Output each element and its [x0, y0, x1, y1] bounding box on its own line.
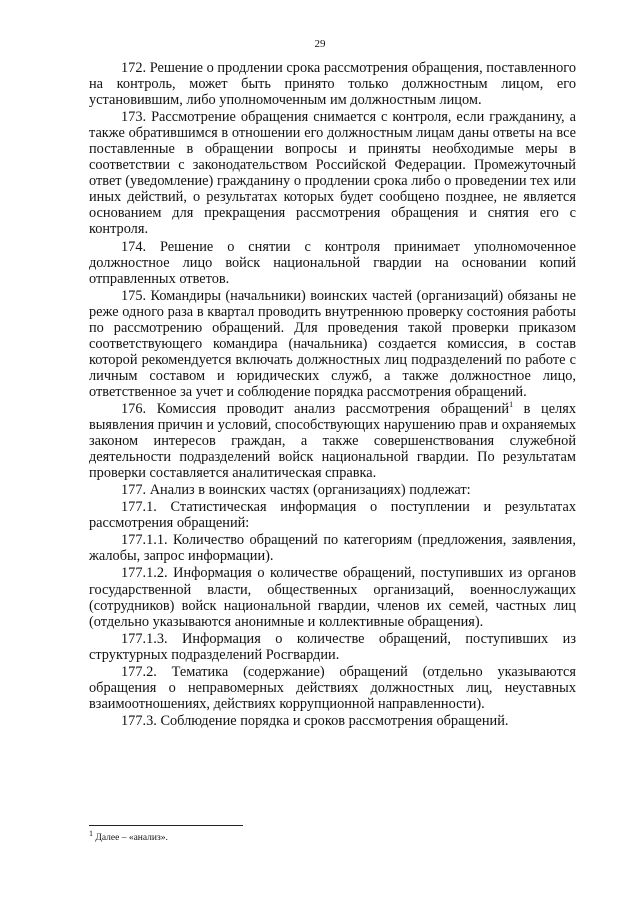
paragraph-174: 174. Решение о снятии с контроля принимает уполномоченное должностное лицо войск национальной гвардии на основании копий отправленных ответов.	[89, 238, 576, 287]
paragraph-173: 173. Рассмотрение обращения снимается с контроля, если гражданину, а также обратившимся в отношении его должностным лицам даны ответы на все поставленные в обращении вопросы и приняты необходимые меры в соответствии с законодательством Российской Федерации. Промежуточный ответ (уведомление) гражданину о продлении срока либо о проведении тех или иных действий, о результатах которых будет сообщено позднее, не является основанием для прекращения рассмотрения обращения и снятия его с контроля.	[89, 109, 576, 238]
footnote-divider	[89, 825, 243, 826]
document-body	[89, 60, 576, 729]
page-number: 29	[314, 38, 326, 50]
footnote-text: Далее – «анализ».	[93, 833, 168, 843]
footnote-reference: 1	[509, 400, 514, 410]
paragraph-176	[89, 401, 576, 481]
paragraph-176-rest: в целях выявления причин и условий, способствующих нарушению прав и охраняемых законом интересов граждан, а также совершенствования служебной деятельности подразделений войск национальной гвардии. По результатам проверки составляется аналитическая справка.	[89, 400, 577, 482]
paragraph-172: 172. Решение о продлении срока рассмотрения обращения, поставленного на контроль, может быть принято только должностным лицом, его установившим, либо уполномоченным им должностным лицом.	[89, 60, 576, 109]
paragraph-177-1-1: 177.1.1. Количество обращений по категориям (предложения, заявления, жалобы, запрос информации).	[89, 532, 576, 565]
paragraph-177: 177. Анализ в воинских частях (организациях) подлежат:	[121, 482, 471, 499]
footnote	[89, 828, 168, 844]
paragraph-177-3: 177.3. Соблюдение порядка и сроков рассмотрения обращений.	[121, 712, 509, 729]
paragraph-177-1: 177.1. Статистическая информация о поступлении и результатах рассмотрения обращений:	[89, 499, 576, 532]
paragraph-175: 175. Командиры (начальники) воинских частей (организаций) обязаны не реже одного раза в квартал проводить внутреннюю проверку состояния работы по рассмотрению обращений. Для проведения такой проверки приказом соответствующего командира (начальника) создается комиссия, в состав которой рекомендуется включать должностных лиц подразделений по работе с личным составом и юридических служб, а также должностное лицо, ответственное за учет и соблюдение порядка рассмотрения обращений.	[89, 287, 576, 400]
paragraph-176-lead: 176. Комиссия проводит анализ рассмотрения обращений	[121, 400, 510, 417]
footnote-mark: 1	[89, 828, 93, 838]
paragraph-177-2: 177.2. Тематика (содержание) обращений (отдельно указываются обращения о неправомерных действиях должностных лиц, неуставных взаимоотношениях, действиях коррупционной направленности).	[89, 663, 576, 712]
paragraph-177-1-2: 177.1.2. Информация о количестве обращений, поступивших из органов государственной власти, общественных организаций, военнослужащих (сотрудников) войск национальной гвардии, членов их семей, частных лиц (отдельно указываются анонимные и коллективные обращения).	[89, 565, 576, 630]
paragraph-177-1-3: 177.1.3. Информация о количестве обращений, поступивших из структурных подразделений Росгвардии.	[89, 630, 576, 663]
